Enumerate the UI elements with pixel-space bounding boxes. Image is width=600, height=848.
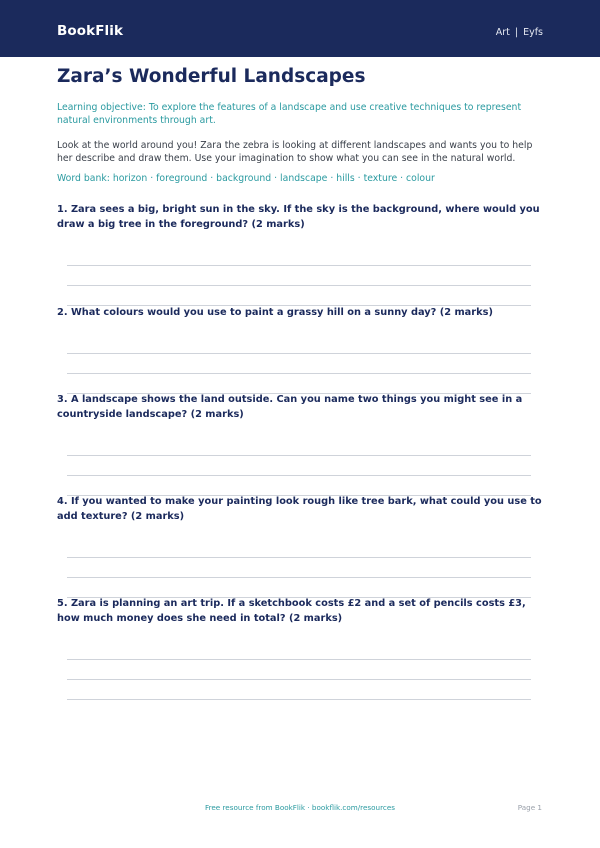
answer-line[interactable] [67, 373, 531, 374]
word-bank: Word bank: horizon · foreground · background · landscape · hills · texture · colour [57, 173, 435, 184]
question-2: 2. What colours would you use to paint a grassy hill on a sunny day? (2 marks) [57, 307, 493, 318]
answer-line[interactable] [67, 353, 531, 354]
answer-line[interactable] [67, 699, 531, 700]
answer-line[interactable] [67, 557, 531, 558]
page-title: Zara’s Wonderful Landscapes [57, 66, 366, 87]
question-3: 3. A landscape shows the land outside. Can you name two things you might see in a countryside landscape? (2 marks) [57, 394, 523, 420]
footer-resource-link[interactable]: Free resource from BookFlik · bookflik.com/resources [204, 803, 396, 812]
answer-line[interactable] [67, 475, 531, 476]
page-number: Page 1 [517, 803, 542, 812]
header-bar [0, 0, 600, 57]
question-1: 1. Zara sees a big, bright sun in the sky. If the sky is the background, where would you draw a big tree in the foreground? (2 marks) [57, 204, 540, 230]
answer-line[interactable] [67, 577, 531, 578]
question-4: 4. If you wanted to make your painting look rough like tree bark, what could you use to add texture? (2 marks) [57, 496, 542, 522]
breadcrumb-separator: | [514, 27, 519, 38]
answer-line[interactable] [67, 455, 531, 456]
answer-line[interactable] [67, 679, 531, 680]
level-label: Eyfs [523, 27, 543, 38]
brand-logo-text[interactable]: BookFlik [57, 23, 124, 39]
subject-label: Art [495, 27, 510, 38]
answer-line[interactable] [67, 265, 531, 266]
learning-objective: Learning objective: To explore the features of a landscape and use creative techniques to represent natural environments through art. [57, 102, 522, 126]
answer-line[interactable] [67, 285, 531, 286]
subject-breadcrumb [496, 27, 543, 38]
question-5: 5. Zara is planning an art trip. If a sketchbook costs £2 and a set of pencils costs £3, how much money does she need in total? (2 marks) [57, 598, 526, 624]
intro-paragraph: Look at the world around you! Zara the zebra is looking at different landscapes and wants you to help her describe and draw them. Use your imagination to show what you can see in the natural world. [57, 140, 533, 164]
answer-line[interactable] [67, 659, 531, 660]
